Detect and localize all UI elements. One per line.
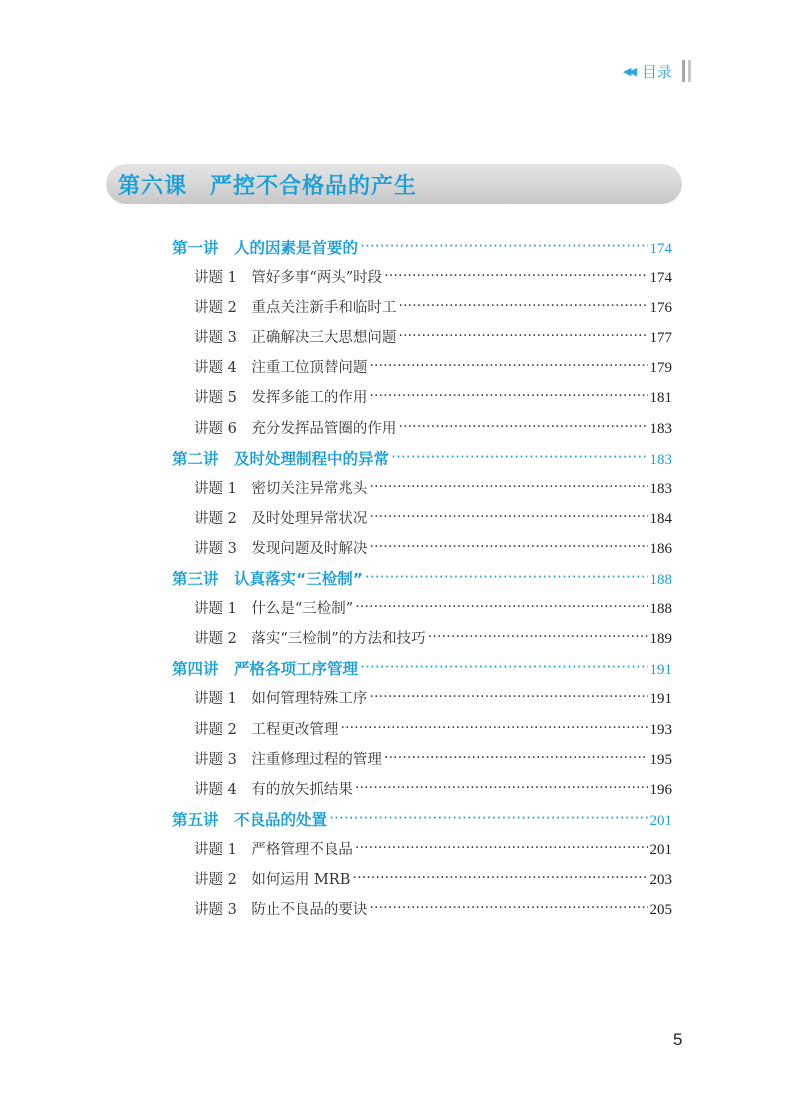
dot-leader <box>355 592 647 622</box>
toc-entry-label: 讲题 6 充分发挥品管圈的作用 <box>194 420 397 437</box>
dot-leader <box>391 442 647 472</box>
rewind-icon: ◀◀ <box>623 64 634 78</box>
toc-topic-entry[interactable] <box>172 684 672 714</box>
toc-topic-entry[interactable] <box>172 715 672 745</box>
toc-entry-page: 174 <box>649 241 672 257</box>
toc-entry-page: 177 <box>649 330 672 347</box>
dot-leader <box>398 412 647 442</box>
bars-decoration <box>682 60 691 82</box>
dot-leader <box>369 472 647 502</box>
dot-leader <box>428 622 648 652</box>
toc-entry-page: 201 <box>649 841 672 858</box>
toc-topic-entry[interactable] <box>172 414 672 444</box>
toc-topic-entry[interactable] <box>172 323 672 353</box>
toc-entry-page: 176 <box>649 300 672 317</box>
dot-leader <box>360 231 647 261</box>
toc-entry-page: 189 <box>649 631 672 648</box>
toc-topic-entry[interactable] <box>172 594 672 624</box>
toc-entry-label: 第三讲 认真落实“三检制” <box>172 570 363 589</box>
dot-leader <box>369 351 647 381</box>
dot-leader <box>360 652 647 682</box>
toc-entry-page: 184 <box>649 510 672 527</box>
toc-entry-page: 193 <box>649 721 672 738</box>
lesson-title: 第六课 严控不合格品的产生 <box>118 173 418 199</box>
dot-leader <box>384 743 648 773</box>
toc-topic-entry[interactable] <box>172 474 672 504</box>
toc-topic-entry[interactable] <box>172 775 672 805</box>
toc-topic-entry[interactable] <box>172 263 672 293</box>
toc-entry-label: 讲题 1 管好多事“两头”时段 <box>194 270 383 287</box>
toc-entry-label: 第五讲 不良品的处置 <box>172 810 328 829</box>
toc-entry-page: 191 <box>649 662 672 679</box>
toc-entry-label: 讲题 5 发挥多能工的作用 <box>194 390 368 407</box>
toc-entry-label: 讲题 4 有的放矢抓结果 <box>194 781 353 798</box>
toc-topic-entry[interactable] <box>172 504 672 534</box>
toc-entry-label: 讲题 2 落实“三检制”的方法和技巧 <box>194 631 426 648</box>
dot-leader <box>369 381 647 411</box>
dot-leader <box>355 773 648 803</box>
toc-chapter-entry[interactable] <box>172 564 672 594</box>
toc-entry-page: 179 <box>649 360 672 377</box>
toc-entry-label: 讲题 2 如何运用 MRB <box>194 871 351 888</box>
toc-entry-page: 186 <box>649 540 672 557</box>
toc-entry-page: 191 <box>649 691 672 708</box>
toc-entry-page: 188 <box>649 601 672 618</box>
toc-entry-page: 196 <box>649 781 672 798</box>
toc-entry-label: 讲题 1 如何管理特殊工序 <box>194 691 368 708</box>
toc-topic-entry[interactable] <box>172 624 672 654</box>
toc-entry-label: 讲题 3 正确解决三大思想问题 <box>194 330 397 347</box>
toc-chapter-entry[interactable] <box>172 444 672 474</box>
toc-entry-page: 203 <box>649 871 672 888</box>
dot-leader <box>355 833 648 863</box>
dot-leader <box>369 682 647 712</box>
dot-leader <box>398 321 647 351</box>
toc-entry-page: 195 <box>649 751 672 768</box>
dot-leader <box>365 562 648 592</box>
toc-topic-entry[interactable] <box>172 835 672 865</box>
toc-entry-label: 讲题 4 注重工位顶替问题 <box>194 360 368 377</box>
page-number: 5 <box>673 1030 683 1049</box>
toc-entry-label: 讲题 2 工程更改管理 <box>194 721 339 738</box>
dot-leader <box>369 893 647 923</box>
toc-entry-label: 讲题 2 重点关注新手和临时工 <box>194 300 397 317</box>
toc-entry-label: 第二讲 及时处理制程中的异常 <box>172 449 390 468</box>
toc-topic-entry[interactable] <box>172 293 672 323</box>
toc-chapter-entry[interactable] <box>172 233 672 263</box>
toc-entry-page: 183 <box>649 451 672 468</box>
toc-entry-page: 188 <box>649 572 672 589</box>
toc-nav-label: 目录 <box>641 62 672 81</box>
toc-topic-entry[interactable] <box>172 865 672 895</box>
dot-leader <box>352 863 647 893</box>
toc-topic-entry[interactable] <box>172 534 672 564</box>
toc-topic-entry[interactable] <box>172 895 672 925</box>
table-of-contents <box>172 233 672 925</box>
toc-chapter-entry[interactable] <box>172 805 672 835</box>
dot-leader <box>384 261 647 291</box>
dot-leader <box>340 713 647 743</box>
toc-entry-label: 讲题 1 严格管理不良品 <box>194 841 353 858</box>
toc-chapter-entry[interactable] <box>172 654 672 684</box>
dot-leader <box>369 532 647 562</box>
toc-entry-page: 201 <box>649 812 672 829</box>
toc-topic-entry[interactable] <box>172 745 672 775</box>
dot-leader <box>329 803 647 833</box>
toc-entry-label: 讲题 3 发现问题及时解决 <box>194 540 368 557</box>
lesson-title-bar <box>106 164 682 204</box>
dot-leader <box>369 502 647 532</box>
toc-entry-label: 第一讲 人的因素是首要的 <box>172 239 359 257</box>
toc-entry-page: 181 <box>649 390 672 407</box>
toc-entry-label: 讲题 3 防止不良品的要诀 <box>194 902 368 919</box>
toc-entry-label: 讲题 1 什么是“三检制” <box>194 601 354 618</box>
toc-entry-page: 174 <box>649 270 672 287</box>
toc-entry-page: 205 <box>649 902 672 919</box>
dot-leader <box>398 291 647 321</box>
toc-entry-page: 183 <box>649 420 672 437</box>
toc-nav-link[interactable] <box>623 60 691 82</box>
toc-topic-entry[interactable] <box>172 353 672 383</box>
toc-entry-page: 183 <box>649 480 672 497</box>
toc-entry-label: 讲题 2 及时处理异常状况 <box>194 510 368 527</box>
toc-topic-entry[interactable] <box>172 383 672 413</box>
toc-entry-label: 讲题 1 密切关注异常兆头 <box>194 480 368 497</box>
toc-entry-label: 第四讲 严格各项工序管理 <box>172 660 359 679</box>
toc-entry-label: 讲题 3 注重修理过程的管理 <box>194 751 382 768</box>
